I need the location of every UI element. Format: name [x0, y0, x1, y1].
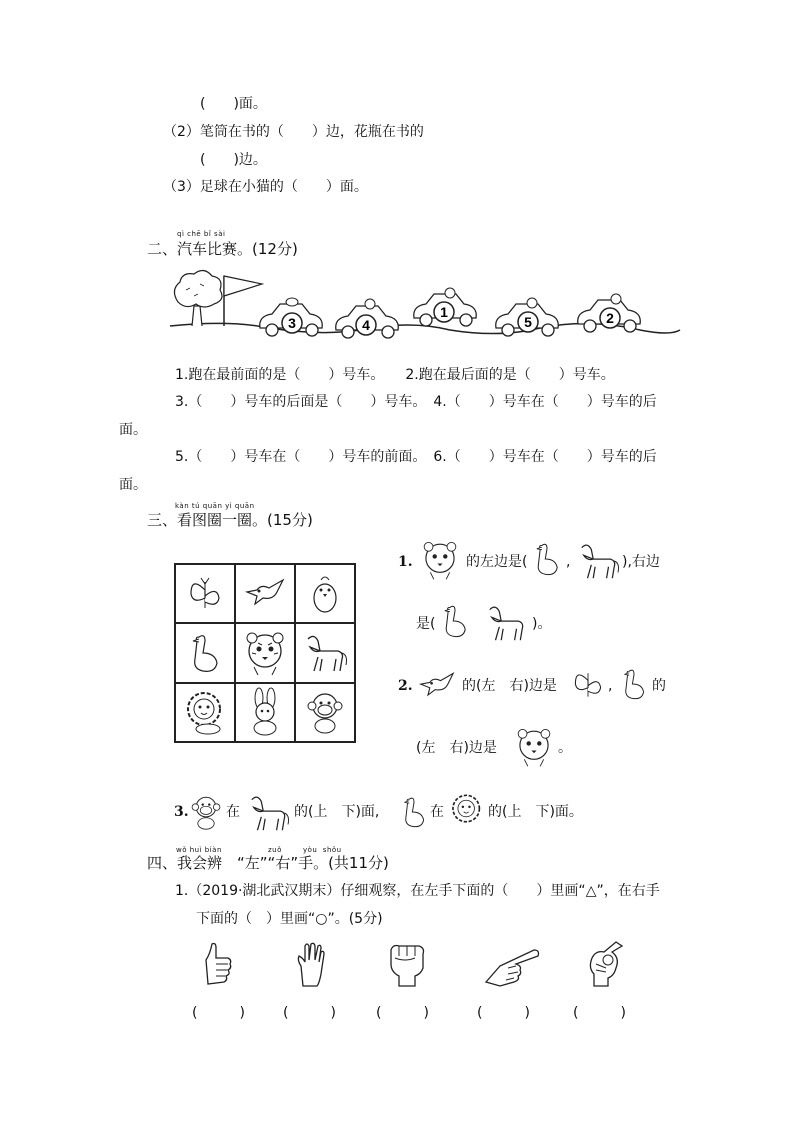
hand-answer-paren[interactable]: ( ) — [573, 1005, 626, 1021]
s3-q2-text-c: (左 右)边是 — [416, 740, 497, 756]
grid-cell — [235, 564, 295, 623]
goose-icon — [618, 664, 650, 704]
s3-pinyin: kàn tú quān yì quān — [175, 502, 255, 510]
lion-icon — [448, 792, 486, 830]
s3-q2-text-d: 。 — [558, 740, 572, 756]
monkey-icon — [303, 688, 347, 736]
s3-q2-comma: , — [608, 678, 613, 694]
horse-icon — [482, 602, 530, 644]
car-number: 2 — [606, 310, 614, 326]
grid-cell — [295, 683, 355, 742]
s2-title: 二、汽车比赛。(12分) — [147, 240, 298, 258]
part1-line4: （3）足球在小猫的（ ）面。 — [163, 179, 368, 195]
grid-cell — [175, 564, 235, 623]
thumbs-up-hand-icon — [198, 940, 234, 990]
s2-q5: 5.（ ）号车在（ ）号车的前面。 6.（ ）号车在（ ）号车的后 — [175, 449, 657, 465]
butterfly-icon — [185, 574, 225, 614]
s4-pinyin-3: yòu shǒu — [303, 846, 342, 854]
s3-q1-text-b: ),右边 — [622, 554, 660, 570]
monkey-icon — [188, 792, 224, 832]
horse-icon — [300, 631, 350, 675]
chick-icon — [305, 572, 345, 616]
grid-cell — [235, 683, 295, 742]
s3-title: 三、看图圈一圈。(15分) — [147, 511, 313, 529]
tree-icon — [174, 270, 222, 326]
hand-answer-paren[interactable]: ( ) — [192, 1005, 245, 1021]
grid-cell — [175, 623, 235, 682]
s3-q3-text-b: 的(上 下)面, — [294, 804, 380, 820]
car-number: 3 — [288, 315, 296, 331]
horse-icon — [244, 792, 292, 834]
s3-q2-num: 2. — [398, 678, 413, 694]
tiger-icon — [418, 538, 462, 582]
part1-line2: （2）笔筒在书的（ ）边，花瓶在书的 — [163, 124, 424, 140]
s3-q3-num: 3. — [174, 804, 189, 820]
race-car-1 — [256, 298, 326, 340]
s3-q1-text-d: )。 — [532, 616, 552, 632]
race-car-4 — [492, 298, 562, 340]
hand-answer-paren[interactable]: ( ) — [283, 1005, 336, 1021]
lion-icon — [182, 689, 228, 735]
s4-pinyin-1: wǒ huì biàn — [176, 846, 222, 854]
s3-q1-comma: , — [566, 554, 571, 570]
s4-q1: 1.（2019·湖北武汉期末）仔细观察，在左手下面的（ ）里画“△”，在右手 — [175, 883, 660, 899]
s3-q2-text-a: 的(左 右)边是 — [462, 678, 557, 694]
grid-cell — [175, 683, 235, 742]
goose-icon — [398, 792, 430, 832]
s3-q1-num: 1. — [398, 554, 413, 570]
ok-hand-icon — [586, 938, 628, 988]
race-car-3 — [410, 288, 480, 330]
s2-q3: 3.（ ）号车的后面是（ ）号车。 4.（ ）号车在（ ）号车的后 — [175, 394, 657, 410]
s4-pinyin-2: zuǒ — [268, 846, 282, 854]
s2-q3-cont: 面。 — [119, 422, 147, 438]
s4-title: 四、我会辨 “左”“右”手。(共11分) — [147, 854, 389, 872]
goose-icon — [185, 629, 225, 677]
tiger-icon — [240, 629, 290, 677]
s3-q1-text-a: 的左边是( — [466, 554, 528, 570]
race-car-2 — [332, 300, 402, 342]
car-number: 5 — [524, 314, 532, 330]
horse-icon — [574, 540, 622, 582]
hand-answer-paren[interactable]: ( ) — [376, 1005, 429, 1021]
goose-icon — [530, 538, 564, 580]
s3-q3-text-c: 在 — [430, 804, 444, 820]
s3-q3-text-a: 在 — [226, 804, 240, 820]
s3-q1-text-c: 是( — [416, 616, 436, 632]
car-number: 4 — [362, 317, 370, 333]
bird-icon — [243, 574, 287, 614]
race-car-5 — [574, 294, 644, 336]
butterfly-icon — [570, 666, 606, 702]
s2-pinyin: qì chē bǐ sài — [177, 230, 226, 238]
grid-cell — [235, 623, 295, 682]
animal-grid — [174, 563, 356, 743]
pointing-hand-icon — [482, 942, 542, 988]
hand-answer-paren[interactable]: ( ) — [477, 1005, 530, 1021]
part1-line1: ( )面。 — [200, 96, 267, 112]
grid-cell — [295, 564, 355, 623]
open-hand-icon — [293, 940, 329, 990]
tiger-icon — [512, 724, 556, 770]
rabbit-icon — [244, 688, 286, 736]
grid-cell — [295, 623, 355, 682]
part1-line3: ( )边。 — [200, 152, 267, 168]
s2-q5-cont: 面。 — [119, 477, 147, 493]
goose-icon — [438, 600, 472, 642]
fist-hand-icon — [385, 940, 429, 988]
s2-q1: 1.跑在最前面的是（ ）号车。 2.跑在最后面的是（ ）号车。 — [175, 367, 615, 383]
s3-q2-text-b: 的 — [652, 678, 666, 694]
bird-icon — [416, 668, 458, 704]
s4-q1-cont: 下面的（ ）里画“○”。(5分) — [196, 911, 383, 927]
s3-q3-text-d: 的(上 下)面。 — [488, 804, 583, 820]
car-number: 1 — [440, 304, 448, 320]
